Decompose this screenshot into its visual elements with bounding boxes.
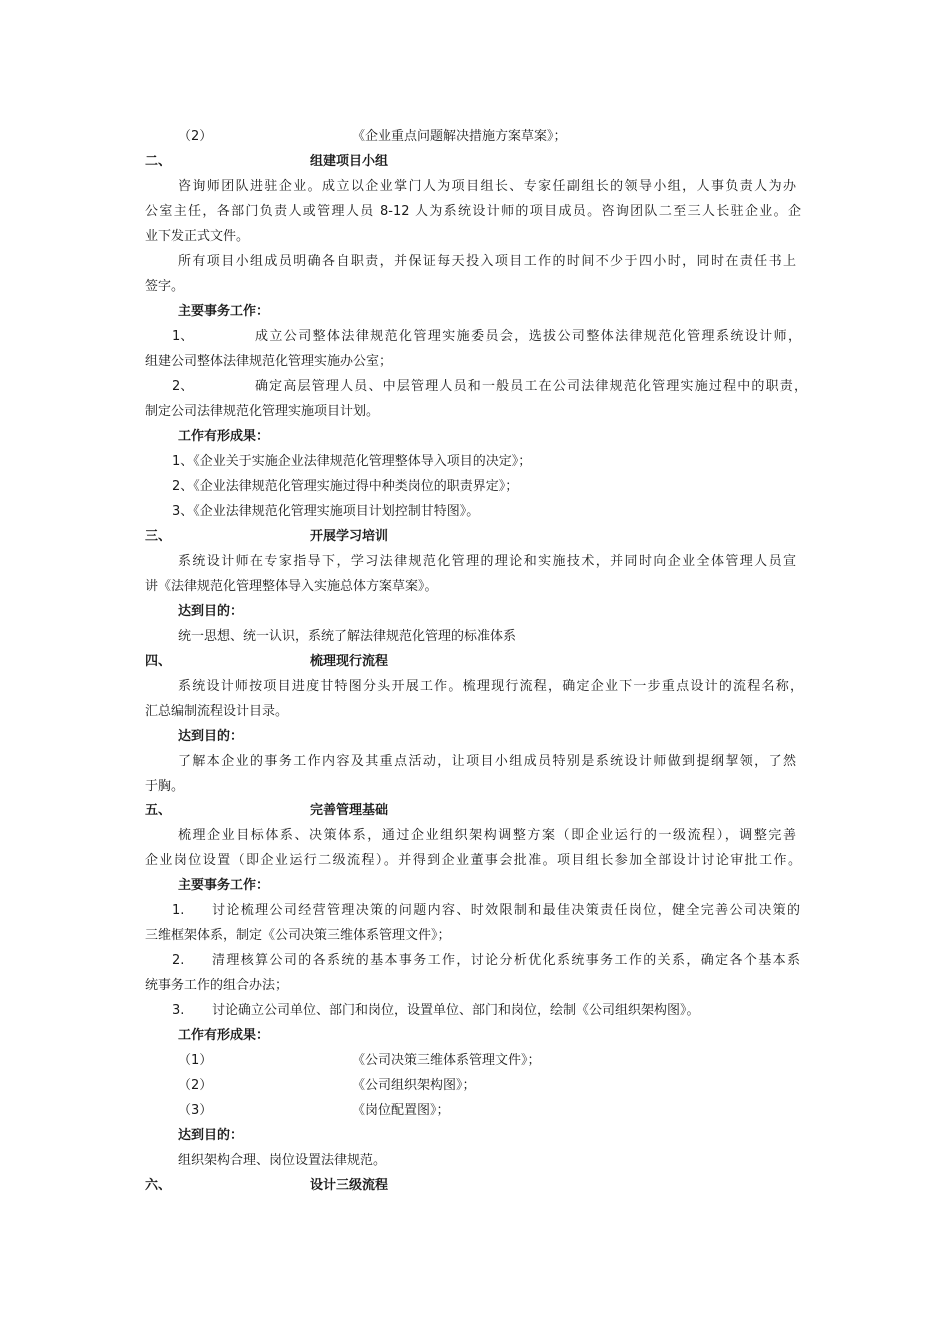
paragraph-line: 业下发正式文件。 (145, 229, 250, 244)
result-item: 1、《企业关于实施企业法律规范化管理整体导入项目的决定》； (172, 454, 532, 469)
subheading: 主要事务工作： (178, 304, 270, 319)
list-text-cont: 三维框架体系，制定《公司决策三维体系管理文件》； (145, 928, 451, 943)
list-text: 清理核算公司的各系统的基本事务工作，讨论分析优化系统事务工作的关系，确定各个基本系 (212, 953, 800, 968)
section-title: 设计三级流程 (310, 1178, 389, 1193)
section-title: 梳理现行流程 (310, 654, 389, 669)
list-text-cont: 统事务工作的组合办法； (145, 978, 289, 993)
subheading: 达到目的： (178, 604, 244, 619)
subheading: 达到目的： (178, 729, 244, 744)
list-number: （1） (178, 1053, 213, 1068)
list-number: （3） (178, 1103, 213, 1118)
list-text: 讨论梳理公司经营管理决策的问题内容、时效限制和最佳决策责任岗位，健全完善公司决策的 (212, 903, 800, 918)
paragraph-line: 讲《法律规范化管理整体导入实施总体方案草案》。 (145, 579, 438, 594)
result-item: 2、《企业法律规范化管理实施过得中种类岗位的职责界定》； (172, 479, 519, 494)
list-number: 2、 (172, 379, 194, 394)
section-title: 开展学习培训 (310, 529, 389, 544)
section-title: 完善管理基础 (310, 803, 389, 818)
list-text: 成立公司整体法律规范化管理实施委员会，选拔公司整体法律规范化管理系统设计师， (255, 329, 801, 344)
list-number: （2） (178, 1078, 213, 1093)
paragraph-line: 系统设计师按项目进度甘特图分头开展工作。梳理现行流程，确定企业下一步重点设计的流程名称， (178, 679, 803, 694)
list-number: 3. (172, 1003, 185, 1018)
paragraph-line: 公室主任，各部门负责人或管理人员 8-12 人为系统设计师的项目成员。咨询团队二至三人长驻企业。企 (145, 204, 801, 219)
subheading: 主要事务工作： (178, 878, 270, 893)
list-text: 确定高层管理人员、中层管理人员和一般员工在公司法律规范化管理实施过程中的职责， (255, 379, 807, 394)
list-number: 1. (172, 903, 185, 918)
paragraph-line: 汇总编制流程设计目录。 (145, 704, 289, 719)
list-number: 2. (172, 953, 185, 968)
list-text-cont: 制定公司法律规范化管理实施项目计划。 (145, 404, 380, 419)
paragraph-line: 梳理企业目标体系、决策体系，通过企业组织架构调整方案（即企业运行的一级流程），调整完善 (178, 828, 796, 843)
list-number: 1、 (172, 329, 194, 344)
section-number: 二、 (145, 154, 172, 169)
section-number: 三、 (145, 529, 172, 544)
list-number: （2） (178, 129, 213, 144)
paragraph-line: 了解本企业的事务工作内容及其重点活动，让项目小组成员特别是系统设计师做到提纲挈领，了然 (178, 754, 796, 769)
list-text: 《公司组织架构图》； (352, 1078, 476, 1093)
list-text: 《企业重点问题解决措施方案草案》； (352, 129, 567, 144)
section-title: 组建项目小组 (310, 154, 389, 169)
list-text: 《公司决策三维体系管理文件》； (352, 1053, 541, 1068)
result-item: 3、《企业法律规范化管理实施项目计划控制甘特图》。 (172, 504, 480, 519)
paragraph-line: 统一思想、统一认识，系统了解法律规范化管理的标准体系 (178, 629, 517, 644)
paragraph-line: 咨询师团队进驻企业。成立以企业掌门人为项目组长、专家任副组长的领导小组，人事负责人为办 (178, 179, 796, 194)
list-text: 讨论确立公司单位、部门和岗位，设置单位、部门和岗位，绘制《公司组织架构图》。 (212, 1003, 700, 1018)
paragraph-line: 组织架构合理、岗位设置法律规范。 (178, 1153, 387, 1168)
paragraph-line: 系统设计师在专家指导下，学习法律规范化管理的理论和实施技术，并同时向企业全体管理人员宣 (178, 554, 796, 569)
section-number: 四、 (145, 654, 172, 669)
subheading: 工作有形成果： (178, 1028, 270, 1043)
list-text: 《岗位配置图》； (352, 1103, 450, 1118)
paragraph-line: 所有项目小组成员明确各自职责，并保证每天投入项目工作的时间不少于四小时，同时在责任书上 (178, 254, 796, 269)
subheading: 达到目的： (178, 1128, 244, 1143)
list-text-cont: 组建公司整体法律规范化管理实施办公室； (145, 354, 393, 369)
paragraph-line: 签字。 (145, 279, 185, 294)
paragraph-line: 于胸。 (145, 779, 185, 794)
subheading: 工作有形成果： (178, 429, 270, 444)
paragraph-line: 企业岗位设置（即企业运行二级流程）。并得到企业董事会批准。项目组长参加全部设计讨论审批工作。 (145, 853, 801, 868)
section-number: 六、 (145, 1178, 172, 1193)
section-number: 五、 (145, 803, 172, 818)
